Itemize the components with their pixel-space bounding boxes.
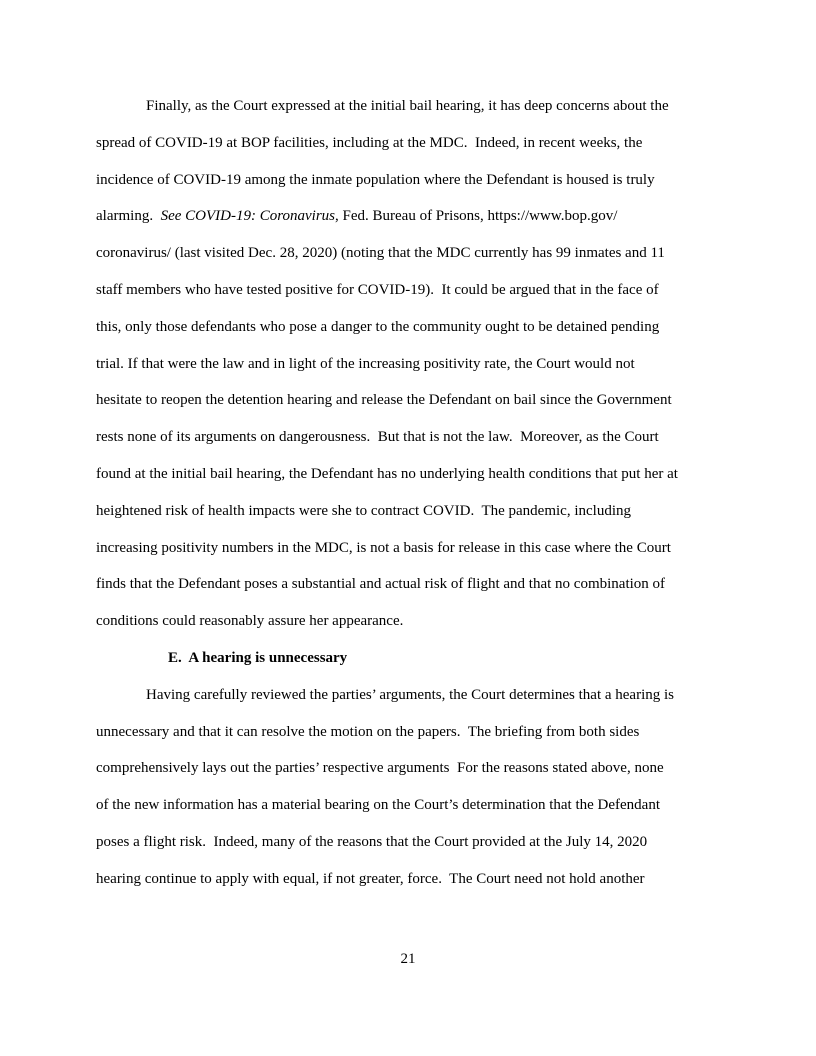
text-line [96, 198, 744, 235]
text-line [96, 750, 744, 787]
page-number: 21 [400, 951, 416, 967]
text-line [96, 309, 744, 346]
text-line [96, 603, 744, 640]
text-segment: unnecessary and that it can resolve the motion on the papers. The briefing from both sides [96, 723, 640, 740]
text-segment: conditions could reasonably assure her appearance. [96, 613, 404, 630]
text-segment: , Fed. Bureau of Prisons, https://www.bop.gov/ [335, 208, 618, 225]
text-line [96, 88, 744, 125]
text-line [96, 382, 744, 419]
text-segment: staff members who have tested positive for COVID-19). It could be argued that in the face of [96, 281, 659, 298]
text-segment: this, only those defendants who pose a danger to the community ought to be detained pending [96, 318, 660, 335]
text-segment: Having carefully reviewed the parties’ arguments, the Court determines that a hearing is [146, 686, 675, 703]
text-line [96, 714, 744, 751]
text-segment: E. A hearing is unnecessary [168, 649, 348, 666]
section-heading [96, 640, 744, 677]
text-segment: increasing positivity numbers in the MDC, is not a basis for release in this case where the Court [96, 539, 671, 556]
text-line [96, 272, 744, 309]
text-segment: trial. If that were the law and in light of the increasing positivity rate, the Court would not [96, 355, 635, 372]
text-line [96, 677, 744, 714]
text-line [96, 419, 744, 456]
text-line [96, 861, 744, 898]
text-segment: found at the initial bail hearing, the Defendant has no underlying health conditions that put her at [96, 465, 678, 482]
document-body [96, 88, 744, 898]
citation-italic-text: See COVID-19: Coronavirus [160, 208, 335, 225]
text-segment: hearing continue to apply with equal, if not greater, force. The Court need not hold another [96, 870, 645, 887]
text-line [96, 162, 744, 199]
text-segment: alarming. [96, 208, 161, 225]
text-line [96, 787, 744, 824]
text-segment: comprehensively lays out the parties’ respective arguments For the reasons stated above, none [96, 760, 664, 777]
text-segment: poses a flight risk. Indeed, many of the reasons that the Court provided at the July 14, 2020 [96, 833, 648, 850]
text-line [96, 824, 744, 861]
text-segment: finds that the Defendant poses a substantial and actual risk of flight and that no combination of [96, 576, 666, 593]
text-line [96, 346, 744, 383]
text-line [96, 493, 744, 530]
text-segment: rests none of its arguments on dangerousness. But that is not the law. Moreover, as the Court [96, 429, 659, 446]
text-segment: incidence of COVID-19 among the inmate population where the Defendant is housed is truly [96, 171, 655, 188]
text-line [96, 235, 744, 272]
text-line [96, 456, 744, 493]
text-segment: heightened risk of health impacts were she to contract COVID. The pandemic, including [96, 502, 631, 519]
text-line [96, 530, 744, 567]
text-line [96, 566, 744, 603]
text-segment: of the new information has a material bearing on the Court’s determination that the Defendant [96, 797, 660, 814]
text-segment: hesitate to reopen the detention hearing and release the Defendant on bail since the Government [96, 392, 672, 409]
text-segment: coronavirus/ (last visited Dec. 28, 2020) (noting that the MDC currently has 99 inmates and 11 [96, 245, 665, 262]
text-segment: Finally, as the Court expressed at the initial bail hearing, it has deep concerns about the [146, 98, 669, 114]
text-line [96, 125, 744, 162]
text-segment: spread of COVID-19 at BOP facilities, including at the MDC. Indeed, in recent weeks, the [96, 134, 643, 151]
